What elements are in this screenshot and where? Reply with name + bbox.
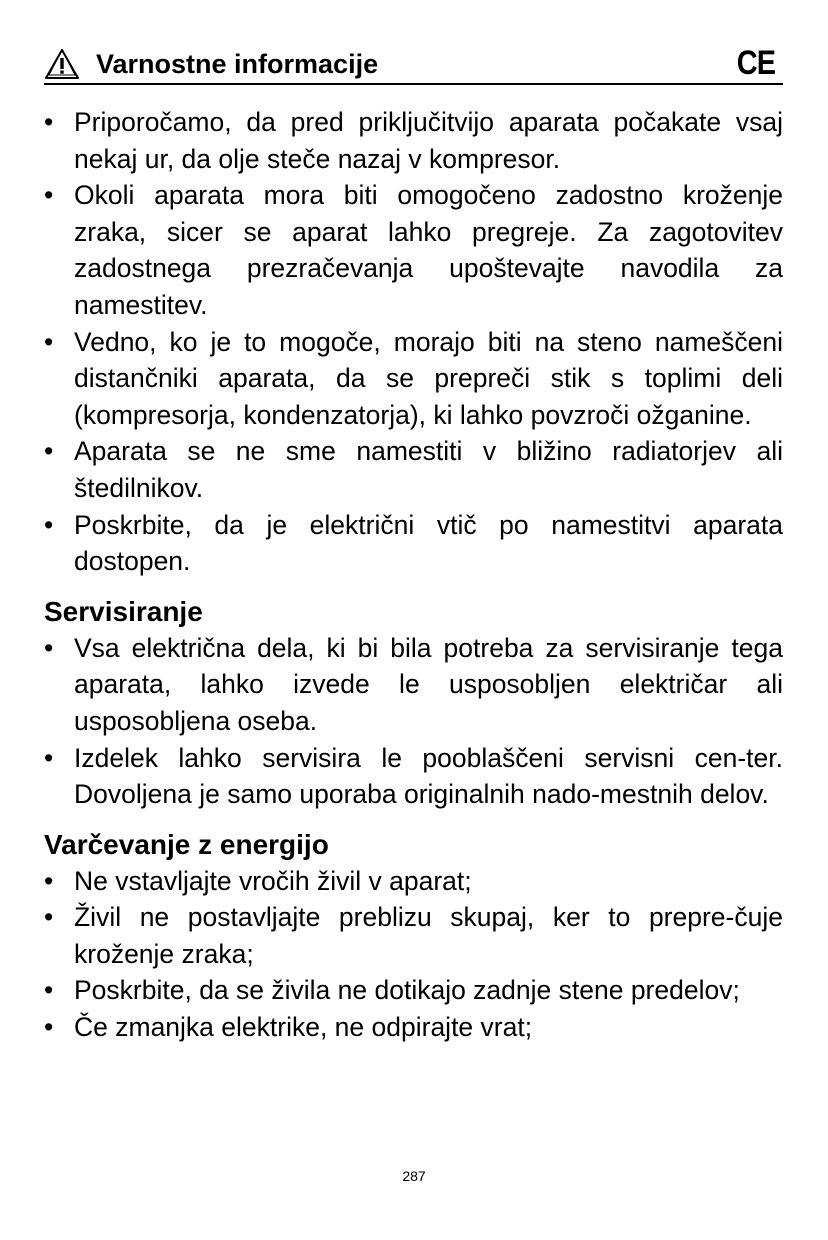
bullet-icon: • bbox=[44, 326, 54, 357]
bullet-icon: • bbox=[44, 902, 54, 933]
header-rule bbox=[44, 83, 783, 85]
list-item bbox=[44, 507, 783, 580]
section-servicing bbox=[44, 594, 783, 813]
list-item-text: Priporočamo, da pred priključitvijo aparata počakate vsaj nekaj ur, da olje steče nazaj v kompresor. bbox=[74, 107, 783, 174]
bullet-icon: • bbox=[44, 1012, 54, 1043]
ce-mark-icon: CE bbox=[736, 44, 775, 82]
list-item bbox=[44, 433, 783, 506]
list-item-text: Živil ne postavljajte preblizu skupaj, ker to prepre-čuje kroženje zraka; bbox=[74, 902, 783, 969]
list-item-text: Ne vstavljajte vročih živil v aparat; bbox=[74, 865, 472, 896]
list-item bbox=[44, 324, 783, 434]
section-title: Servisiranje bbox=[44, 595, 203, 627]
warning-triangle-icon bbox=[44, 48, 80, 80]
list-item bbox=[44, 177, 783, 323]
list-item bbox=[44, 1009, 783, 1046]
bullet-icon: • bbox=[44, 436, 54, 467]
list-item-text: Aparata se ne sme namestiti v bližino radiatorjev ali štedilnikov. bbox=[74, 436, 783, 503]
bullet-icon: • bbox=[44, 975, 54, 1006]
section-energy-saving bbox=[44, 827, 783, 1046]
list-item bbox=[44, 740, 783, 813]
page-content bbox=[44, 104, 783, 1046]
list-item-text: Okoli aparata mora biti omogočeno zadostno kroženje zraka, sicer se aparat lahko pregreje. Za zagotovitev zadostnega prezračevanja upoštevajte navodila za namestitev. bbox=[74, 180, 783, 320]
section-title: Varčevanje z energijo bbox=[44, 828, 329, 860]
bullet-icon: • bbox=[44, 632, 54, 663]
list-item-text: Poskrbite, da se živila ne dotikajo zadnje stene predelov; bbox=[74, 975, 740, 1006]
list-item bbox=[44, 972, 783, 1009]
bullet-icon: • bbox=[44, 865, 54, 896]
list-item bbox=[44, 863, 783, 900]
list-item-text: Vedno, ko je to mogoče, morajo biti na steno nameščeni distančniki aparata, da se prepreči stik s toplimi deli (kompresorja, kondenzatorja), ki lahko povzroči ožganine. bbox=[74, 326, 783, 430]
bullet-icon: • bbox=[44, 509, 54, 540]
bullet-icon: • bbox=[44, 180, 54, 211]
list-item-text: Poskrbite, da je električni vtič po namestitvi aparata dostopen. bbox=[74, 509, 783, 577]
list-item bbox=[44, 104, 783, 177]
list-item-text: Če zmanjka elektrike, ne odpirajte vrat; bbox=[74, 1012, 533, 1043]
list-item bbox=[44, 899, 783, 972]
section-safety bbox=[44, 104, 783, 580]
page-header bbox=[44, 46, 783, 82]
bullet-icon: • bbox=[44, 107, 54, 137]
list-item-text: Izdelek lahko servisira le pooblaščeni servisni cen-ter. Dovoljena je samo uporaba originalnih nado-mestnih delov. bbox=[74, 742, 783, 810]
page-number: 287 bbox=[402, 1168, 426, 1184]
bullet-icon: • bbox=[44, 742, 54, 773]
list-item-text: Vsa električna dela, ki bi bila potreba za servisiranje tega aparata, lahko izvede le usposobljen električar ali usposobljena oseba. bbox=[74, 632, 783, 736]
list-item bbox=[44, 630, 783, 740]
header-title: Varnostne informacije bbox=[96, 49, 379, 79]
